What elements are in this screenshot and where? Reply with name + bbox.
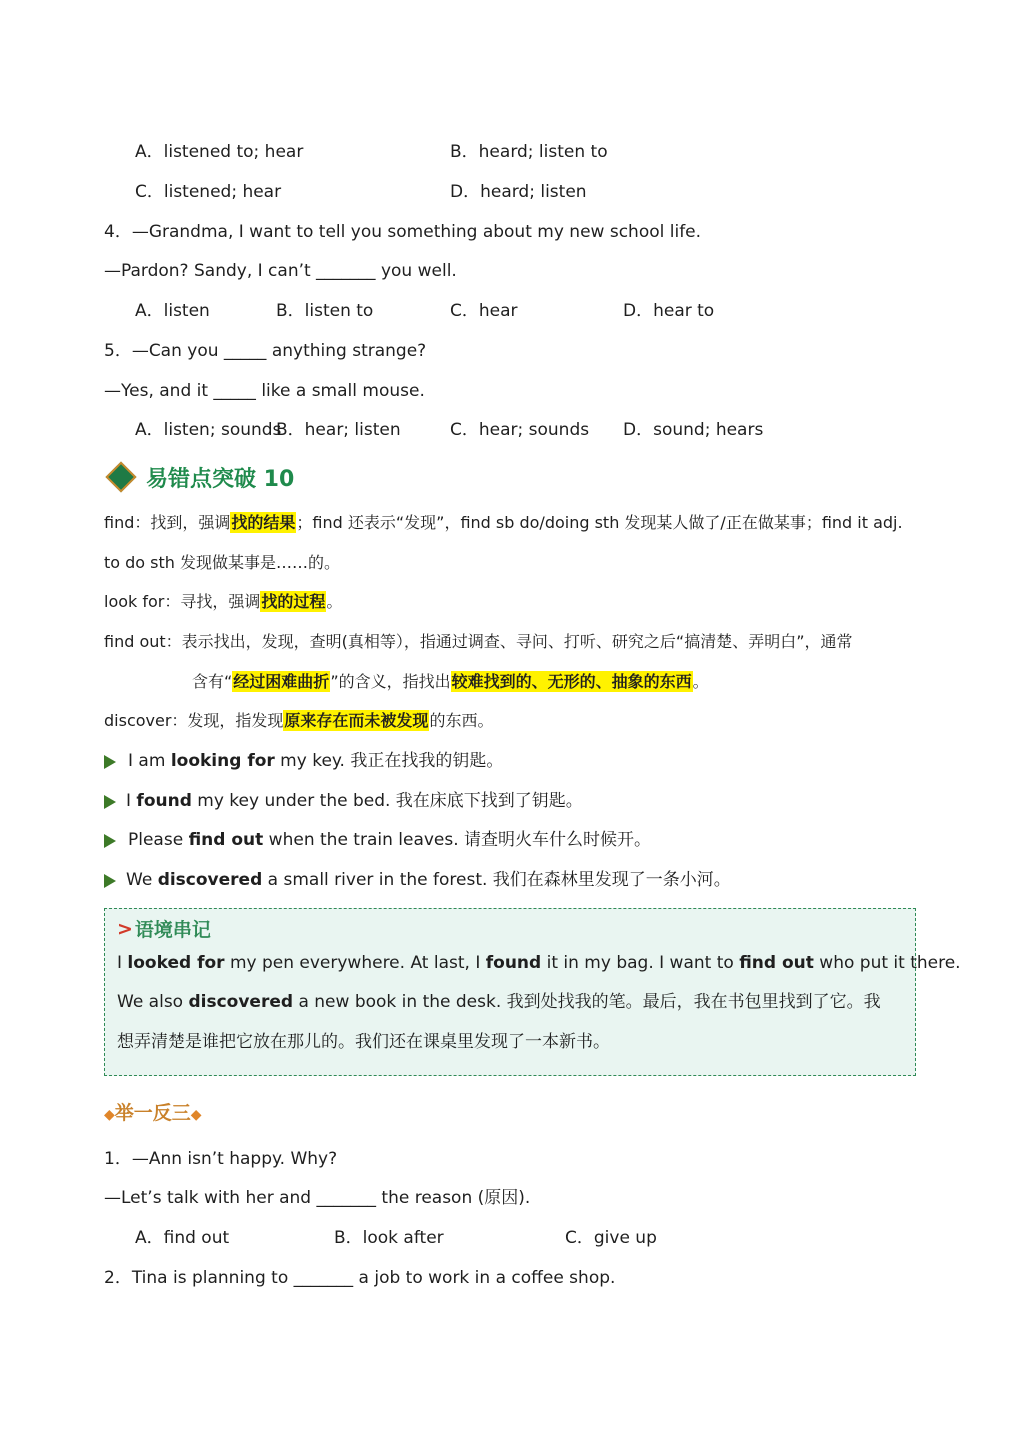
q5-answer-line: —Yes, and it _____ like a small mouse. bbox=[104, 381, 425, 401]
q5-option-a: A．listen; sounds bbox=[135, 420, 282, 440]
p1-answer-line: —Let’s talk with her and _______ the reason (原因). bbox=[104, 1188, 531, 1208]
q4-option-a: A．listen bbox=[135, 301, 210, 321]
p1-option-a: A．find out bbox=[135, 1228, 230, 1248]
p2-question: 2．Tina is planning to _______ a job to work in a coffee shop. bbox=[104, 1268, 616, 1288]
q3-option-b: B．heard; listen to bbox=[450, 142, 608, 162]
q5-option-c: C．hear; sounds bbox=[450, 420, 590, 440]
diamond-icon: ◆ bbox=[104, 1107, 115, 1123]
bullet-icon bbox=[104, 795, 116, 809]
context-line-3: 想弄清楚是谁把它放在那儿的。我们还在课桌里发现了一本新书。 bbox=[117, 1032, 610, 1052]
q4-option-b: B．listen to bbox=[276, 301, 374, 321]
discover-definition: discover：发现，指发现原来存在而未被发现的东西。 bbox=[104, 711, 494, 730]
q3-option-a: A．listened to; hear bbox=[135, 142, 304, 162]
q4-question: 4．—Grandma, I want to tell you something about my new school life. bbox=[104, 222, 702, 242]
bullet-icon bbox=[104, 834, 116, 848]
q3-option-d: D．heard; listen bbox=[450, 182, 587, 202]
q5-question: 5．—Can you _____ anything strange? bbox=[104, 341, 427, 361]
find-out-definition: find out：表示找出，发现，查明(真相等），指通过调查、寻问、打听、研究之后“搞清楚、弄明白”，通常 bbox=[104, 632, 853, 651]
context-box-title: > 语境串记 bbox=[117, 917, 211, 941]
q5-option-b: B．hear; listen bbox=[276, 420, 401, 440]
p1-option-c: C．give up bbox=[565, 1228, 657, 1248]
example-1: I am looking for my key. 我正在找我的钥匙。 bbox=[128, 751, 504, 771]
p1-question: 1．—Ann isn’t happy. Why? bbox=[104, 1149, 338, 1169]
find-out-definition-cont: 含有“经过困难曲折”的含义，指找出较难找到的、无形的、抽象的东西。 bbox=[192, 672, 709, 691]
example-3: Please find out when the train leaves. 请查明火车什么时候开。 bbox=[128, 830, 652, 850]
chevron-right-icon: > bbox=[117, 917, 133, 940]
section-title bbox=[104, 460, 294, 494]
q3-option-c: C．listened; hear bbox=[135, 182, 282, 202]
q4-option-d: D．hear to bbox=[623, 301, 715, 321]
context-line-2: We also discovered a new book in the desk. 我到处找我的笔。最后，我在书包里找到了它。我 bbox=[117, 992, 881, 1012]
diamond-icon bbox=[105, 461, 136, 492]
context-box bbox=[104, 908, 961, 1076]
example-2: I found my key under the bed. 我在床底下找到了钥匙。 bbox=[126, 791, 583, 811]
p1-option-b: B．look after bbox=[334, 1228, 444, 1248]
q4-answer-line: —Pardon? Sandy, I can’t _______ you well. bbox=[104, 261, 457, 281]
look-for-definition: look for：寻找，强调找的过程。 bbox=[104, 592, 343, 611]
context-line-1: I looked for my pen everywhere. At last, I found it in my bag. I want to find out who put it there. bbox=[117, 953, 961, 973]
practice-title: ◆举一反三◆ bbox=[104, 1102, 202, 1124]
bullet-icon bbox=[104, 755, 116, 769]
find-definition-cont: to do sth 发现做某事是……的。 bbox=[104, 553, 341, 572]
bullet-icon bbox=[104, 874, 116, 888]
diamond-icon: ◆ bbox=[190, 1107, 202, 1123]
section-title-text: 易错点突破 10 bbox=[146, 466, 295, 492]
example-4: We discovered a small river in the forest. 我们在森林里发现了一条小河。 bbox=[126, 870, 731, 890]
q5-option-d: D．sound; hears bbox=[623, 420, 764, 440]
find-definition: find：找到，强调找的结果；find 还表示“发现”，find sb do/doing sth 发现某人做了/正在做某事；find it adj. bbox=[104, 513, 903, 532]
q4-option-c: C．hear bbox=[450, 301, 518, 321]
